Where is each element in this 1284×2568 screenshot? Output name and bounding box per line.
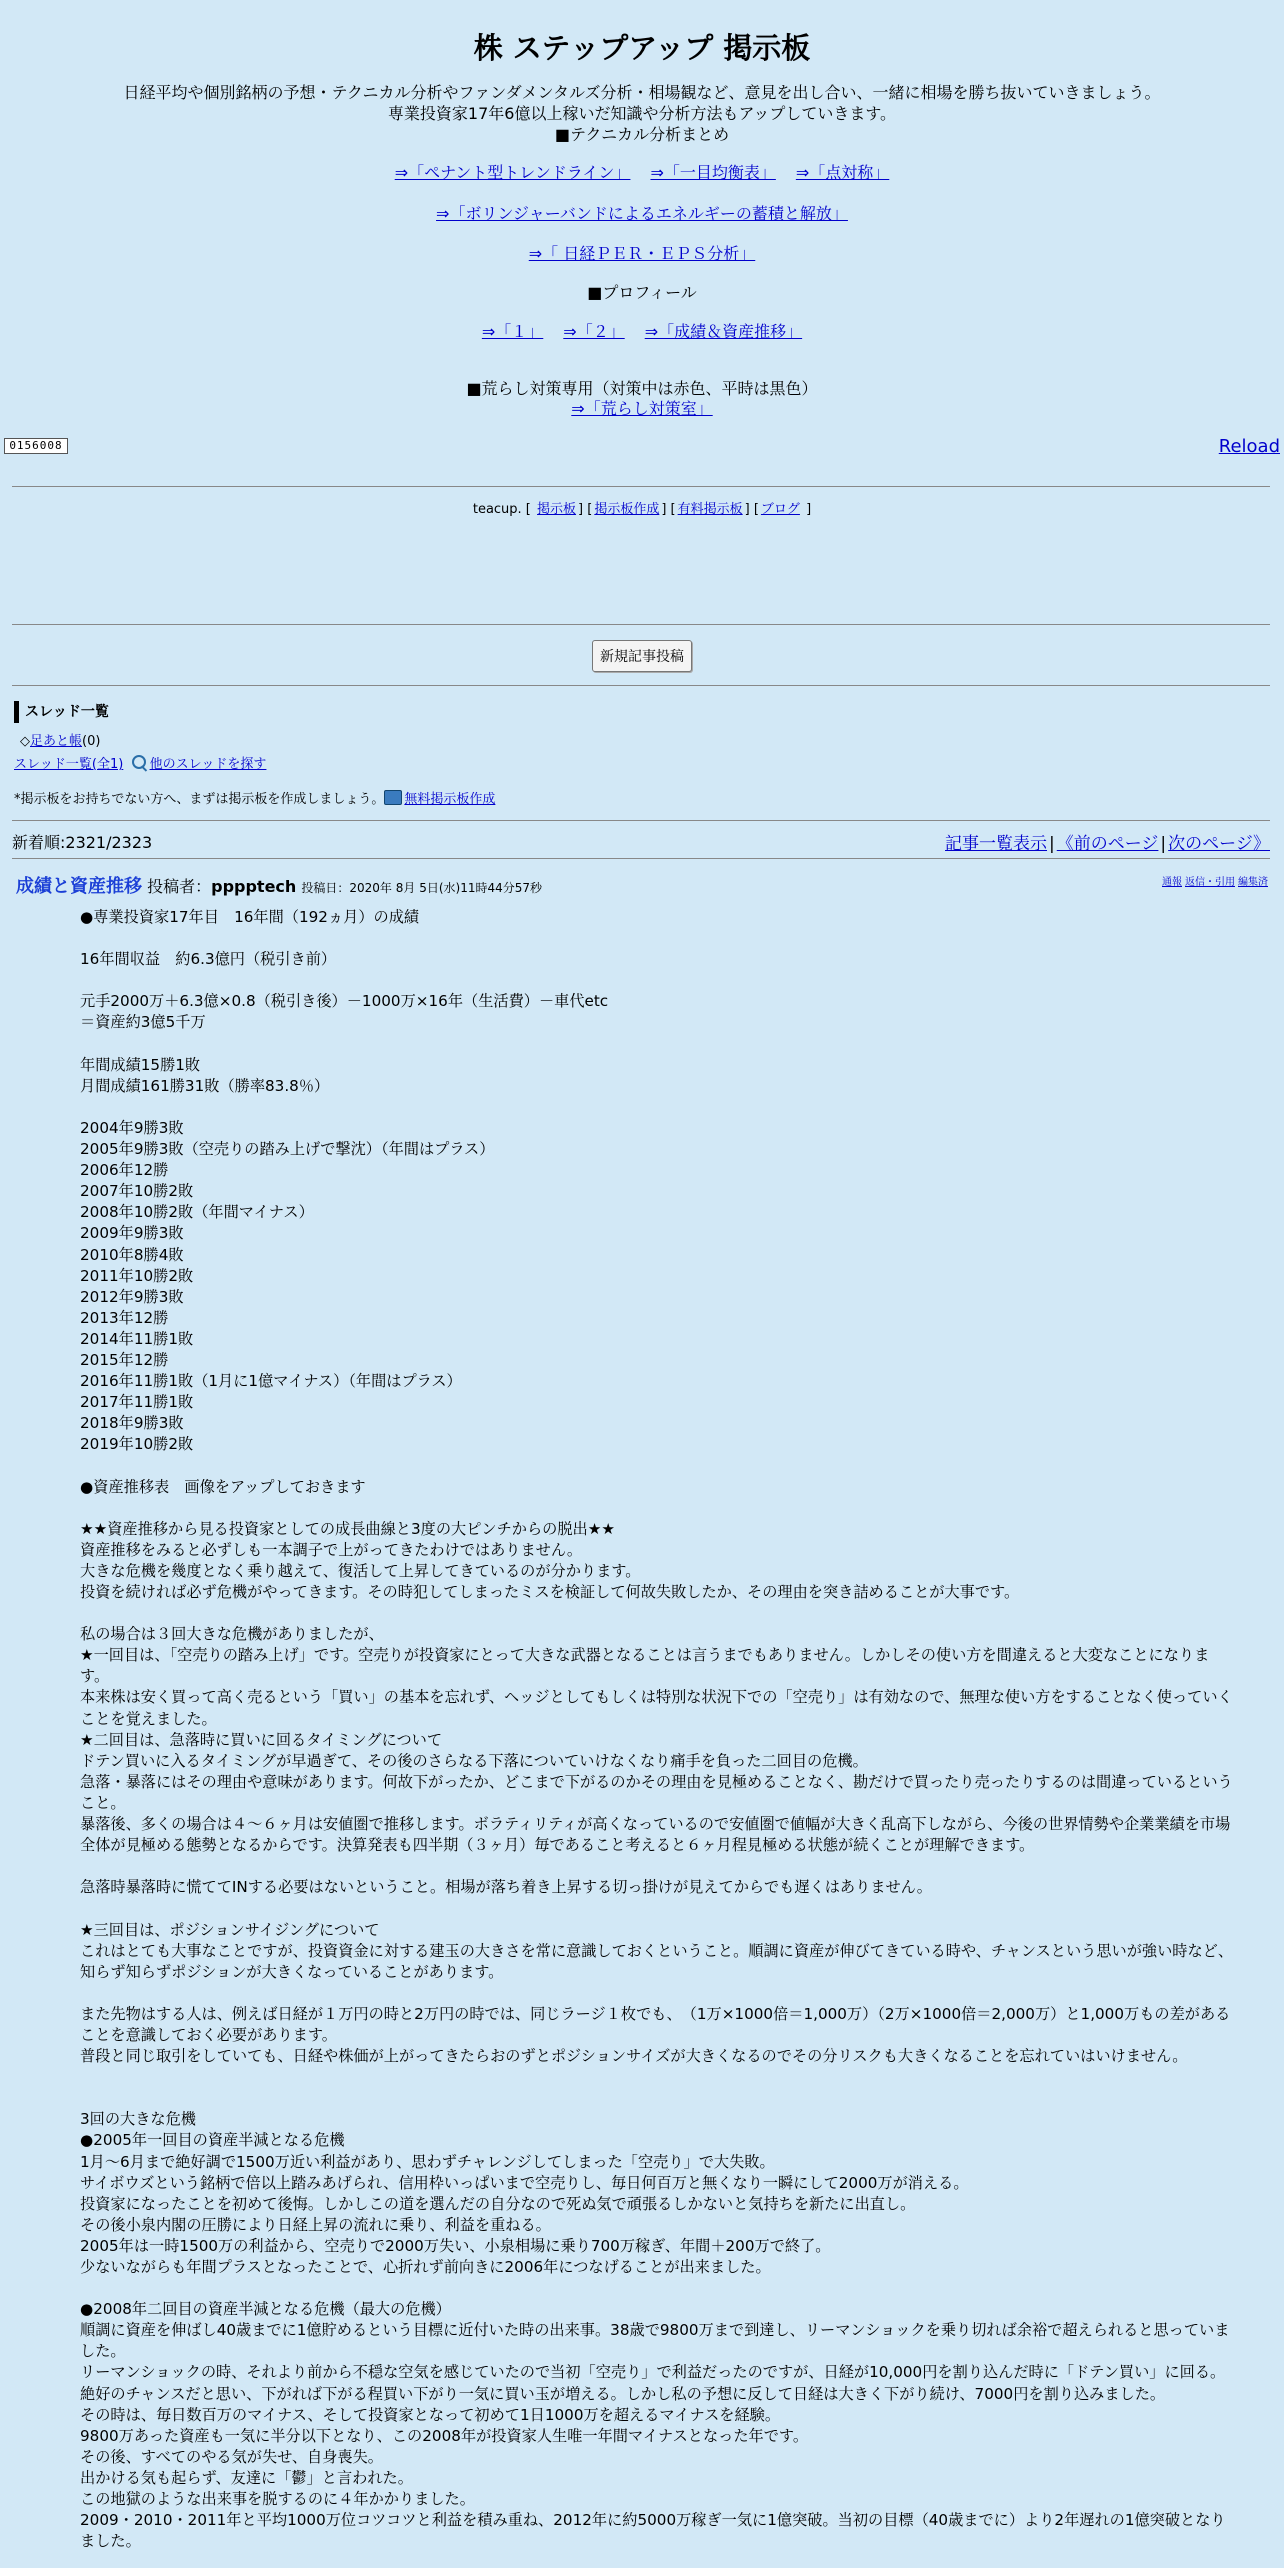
report-link[interactable]: 通報 (1162, 877, 1182, 888)
troll-row (0, 396, 1284, 419)
teacup-prefix: teacup. [ (472, 502, 531, 517)
pager (943, 829, 1272, 854)
link-profile-2[interactable]: ⇒「２」 (563, 322, 625, 341)
bollinger-row (0, 201, 1284, 224)
new-post-button[interactable]: 新規記事投稿 (592, 640, 692, 672)
teacup-nav (0, 498, 1284, 517)
link-prev-page[interactable]: 《前のページ (1056, 834, 1159, 854)
search-icon (132, 755, 146, 769)
link-profile-1[interactable]: ⇒「１」 (481, 322, 544, 341)
per-row (0, 241, 1284, 264)
technical-links (0, 160, 1284, 183)
link-bollinger[interactable]: ⇒「ボリンジャーバンドによるエネルギーの蓄積と解放」 (436, 204, 848, 223)
link-pennant-trendline[interactable]: ⇒「ペナント型トレンドライン」 (394, 163, 631, 182)
link-troll-room[interactable]: ⇒「荒らし対策室」 (571, 399, 713, 418)
link-thread-list-all[interactable]: スレッド一覧(全1) (14, 757, 124, 772)
post-author: pppptech (211, 877, 297, 896)
profile-heading: ■プロフィール (587, 283, 697, 302)
intro-line-2: 専業投資家17年6億以上稼いだ知識や分析方法もアップしていきます。 (387, 104, 897, 123)
profile-links (0, 319, 1284, 342)
edited-link[interactable]: 編集済 (1238, 877, 1268, 888)
post-date: 投稿日：2020年 8月 5日(水)11時44分57秒 (301, 881, 543, 895)
thread-item (20, 730, 100, 749)
divider (12, 624, 1270, 625)
board-intro (0, 82, 1284, 145)
intro-line-1: 日経平均や個別銘柄の予想・テクニカル分析やファンダメンタルズ分析・相場観など、意見を出し合い、一緒に相場を勝ち抜いていきましょう。 (123, 83, 1161, 102)
post-actions (1159, 873, 1268, 888)
teacup-sep: ] [ (744, 502, 759, 517)
post-count: 新着順:2321/2323 (12, 833, 153, 852)
divider (12, 486, 1270, 487)
link-paid-board[interactable]: 有料掲示板 (677, 502, 743, 517)
post-title: 成績と資産推移 (16, 876, 142, 897)
link-ichimoku[interactable]: ⇒「一目均衡表」 (650, 163, 776, 182)
link-next-page[interactable]: 次のページ》 (1168, 834, 1270, 854)
thread-item-count: (0) (82, 734, 101, 749)
link-create-board[interactable]: 掲示板作成 (594, 502, 660, 517)
promo-line (14, 788, 495, 807)
teacup-sep: ] [ (661, 502, 676, 517)
link-article-list[interactable]: 記事一覧表示 (945, 834, 1048, 854)
link-footprint-book[interactable]: 足あと帳 (30, 734, 83, 749)
link-point-symmetry[interactable]: ⇒「点対称」 (795, 163, 890, 182)
promo-text: *掲示板をお持ちでない方へ、まずは掲示板を作成しましょう。 (14, 792, 385, 807)
post-header (16, 872, 542, 898)
link-nikkei-per-eps[interactable]: ⇒「 日経ＰＥＲ・ＥＰＳ分析」 (528, 244, 756, 263)
pager-sep: | (1160, 834, 1167, 854)
divider (12, 858, 1270, 859)
divider (12, 820, 1270, 821)
pager-sep: | (1049, 834, 1055, 854)
link-free-board-create[interactable]: 無料掲示板作成 (404, 792, 496, 807)
troll-heading: ■荒らし対策専用（対策中は赤色、平時は黒色） (466, 379, 818, 398)
link-find-other-threads[interactable]: 他のスレッドを探す (149, 757, 267, 772)
link-board[interactable]: 掲示板 (537, 502, 577, 517)
thread-item-marker: ◇ (20, 734, 30, 749)
link-blog[interactable]: ブログ (760, 502, 800, 517)
reply-quote-link[interactable]: 返信・引用 (1185, 877, 1235, 888)
divider (12, 685, 1270, 686)
thread-list-heading: スレッド一覧 (14, 701, 109, 723)
board-icon (384, 790, 402, 805)
post-body: ●専業投資家17年目 16年間（192ヵ月）の成績 16年間収益 約6.3億円（税引き前） 元手2000万＋6.3億×0.8（税引き後）－1000万×16年（生活費）－車代etc ＝資産約3億5千万 年間成績15勝1敗 月間成績161勝31敗（勝率83.8％） 2004年9勝3敗 2005年9勝3敗（空売りの踏み上げで撃沈）（年間はプラス） 2006年12勝 2007年10勝2敗 2008年10勝2敗（年間マイナス） 2009年9勝3敗 2010年8勝4敗 2011年10勝2敗 2012年9勝3敗 2013年12勝 2014年11勝1敗 2015年12勝 2016年11勝1敗（1月に1億マイナス）（年間はプラス） 2017年11勝1敗 2018年9勝3敗 2019年10勝2敗 ●資産推移表 画像をアップしておきます ★★資産推移から見る投資家としての成長曲線と3度の大ピンチからの脱出★★ 資産推移をみると必ずしも一本調子で上がってきたわけではありません。 大きな危機を幾度となく乗り越えて、復活して上昇してきているのが分かります。 投資を続ければ必ず危機がやってきます。その時犯してしまったミスを検証して何故失敗したか、その理由を突き詰めることが大事です。 私の場合は３回大きな危機がありましたが、 ★一回目は、「空売りの踏み上げ」です。空売りが投資家にとって大きな武器となることは言うまでもありません。しかしその使い方を間違えると大変なことになります。 本来株は安く買って高く売るという「買い」の基本を忘れず、ヘッジとしてもしくは特別な状況下での「空売り」は有効なので、無理な使い方をすることなく使っていくことを覚えました。 ★二回目は、急落時に買いに回るタイミングについて ドテン買いに入るタイミングが早過ぎて、その後のさらなる下落についていけなくなり痛手を負った二回目の危機。 急落・暴落にはその理由や意味があります。何故下がったか、どこまで下がるのかその理由を見極めることなく、勘だけで買ったり売ったりするのは間違っているということ。 暴落後、多くの場合は４～６ヶ月は安値圏で推移します。ボラティリティが高くなっているので安値圏で値幅が大きく乱高下しながら、今後の世界情勢や企業業績を市場全体が見極める態勢となるからです。決算発表も四半期（３ヶ月）毎であること考えると６ヶ月程見極める状態が続くことが理解できます。 急落時暴落時に慌ててINする必要はないということ。相場が落ち着き上昇する切っ掛けが見えてからでも遅くはありません。 ★三回目は、ポジションサイジングについて これはとても大事なことですが、投資資金に対する建玉の大きさを常に意識しておくということ。順調に資産が伸びてきている時や、チャンスという思いが強い時など、知らず知らずポジションが大きくなっていることがあります。 また先物はする人は、例えば日経が１万円の時と2万円の時では、同じラージ１枚でも、 （1万×1000倍＝1,000万）（2万×1000倍＝2,000万）と1,000万もの差があることを意識しておく必要があります。 普段と同じ取引をしていても、日経や株価が上がってきたらおのずとポジションサイズが大きくなるのでその分リスクも大きくなることを忘れていはいけません。 3回の大きな危機 ●2005年一回目の資産半減となる危機 1月～6月まで絶好調で1500万近い利益があり、思わずチャレンジしてしまった「空売り」で大失敗。 サイボウズという銘柄で倍以上踏みあげられ、信用枠いっぱいまで空売りし、毎日何百万と無くなり一瞬にして2000万が消える。 投資家になったことを初めて後悔。しかしこの道を選んだの自分なので死ぬ気で頑張るしかないと気持ちを新たに出直し。 その後小泉内閣の圧勝により日経上昇の流れに乗り、利益を重ねる。 2005年は一時1500万の利益から、空売りで2000万失い、小泉相場に乗り700万稼ぎ、年間＋200万で終了。 少ないながらも年間プラスとなったことで、心折れず前向きに2006年につなげることが出来ました。 ●2008年二回目の資産半減となる危機（最大の危機） 順調に資産を伸ばし40歳までに1億貯めるという目標に近付いた時の出来事。38歳で9800万まで到達し、リーマンショックを乗り切れば余裕で超えられると思っていました。 リーマンショックの時、それより前から不穏な空気を感じていたので当初「空売り」で利益だったのですが、日経が10,000円を割り込んだ時に「ドテン買い」に回る。 絶好のチャンスだと思い、下がれば下がる程買い下がり一気に買い玉が増える。しかし私の予想に反して日経は大きく下がり続け、7000円を割り込みました。 その時は、毎日数百万のマイナス、そして投資家となって初めて1日1000万を超えるマイナスを経験。 9800万あった資産も一気に半分以下となり、この2008年が投資家人生唯一年間マイナスとなった年です。 その後、すべてのやる気が失せ、自身喪失。 出かける気も起らず、友達に「鬱」と言われた。 この地獄のような出来事を脱するのに４年かかりました。 2009・2010・2011年と平均1000万位コツコツと利益を積み重ね、2012年に約5000万稼ぎ一気に1億突破。当初の目標（40歳までに）より2年遅れの1億突破となりました。 (80, 908, 1234, 2551)
access-counter: 0156008 (4, 438, 68, 454)
thread-links (14, 753, 266, 772)
teacup-sep: ] [ (578, 502, 593, 517)
post-author-label: 投稿者： (147, 877, 212, 896)
technical-heading: ■テクニカル分析まとめ (554, 125, 730, 144)
reload-link[interactable]: Reload (1218, 436, 1280, 457)
teacup-suffix: ] (806, 502, 812, 517)
page-title: 株 ステップアップ 掲示板 (473, 31, 811, 65)
link-results-assets[interactable]: ⇒「成績＆資産推移」 (644, 322, 803, 341)
